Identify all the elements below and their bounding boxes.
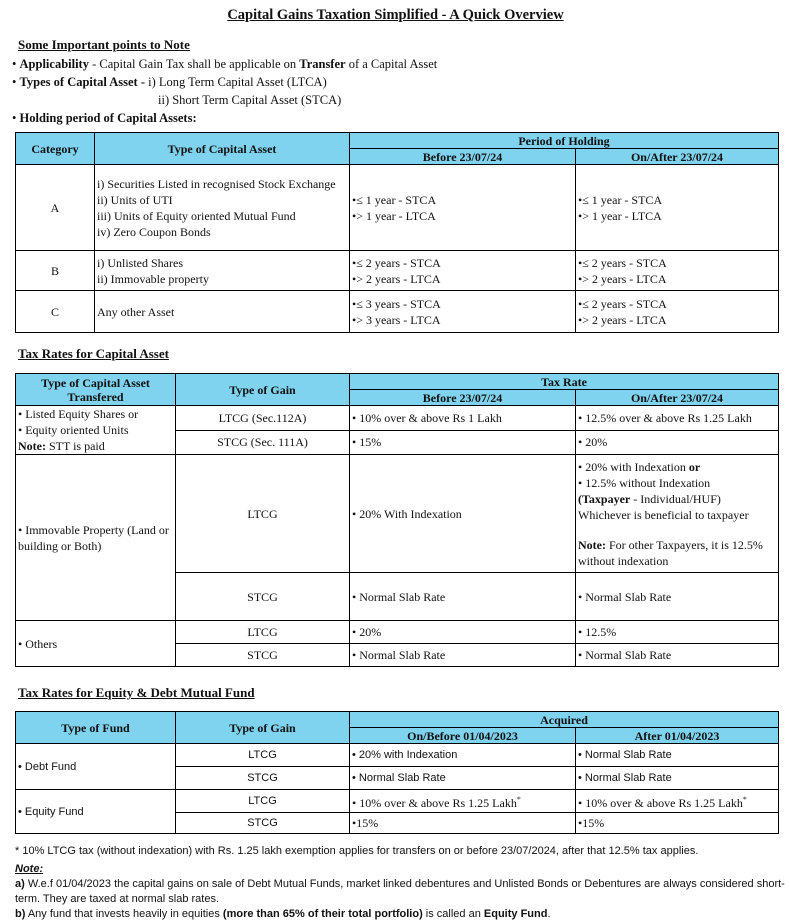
col-category: Category	[16, 133, 95, 165]
holding-line: • Holding period of Capital Assets:	[12, 111, 197, 125]
applicability-line: • Applicability - Capital Gain Tax shall be applicable on Transfer of a Capital Asset	[12, 57, 438, 71]
types-line-2: ii) Short Term Capital Asset (STCA)	[158, 93, 342, 107]
types-line: • Types of Capital Asset - i) Long Term Capital Asset (LTCA)	[12, 75, 327, 89]
col-tax-rate: Tax Rate	[350, 374, 779, 390]
table-row: STCG • Normal Slab Rate • Normal Slab Rate	[16, 644, 779, 667]
table-row: STCG •15% •15%	[16, 813, 779, 834]
property-ltcg-after: • 20% with Indexation or • 12.5% without Indexation (Taxpayer - Individual/HUF) Whichever is beneficial to taxpayer Note: For other Taxpayers, it is 12.5% without indexation	[576, 455, 779, 573]
table-row: • Immovable Property (Land or building or Both) LTCG • 20% With Indexation • 20% with Indexation or • 12.5% without Indexation (Taxpayer - Individual/HUF) Whichever is beneficial to taxpayer Note: For other Taxpayers, it is 12.5% without indexation	[16, 455, 779, 573]
table-row: • Debt Fund LTCG • 20% with Indexation • Normal Slab Rate	[16, 744, 779, 767]
note-b: b) Any fund that invests heavily in equities (more than 65% of their total portfolio) is called an Equity Fund.	[15, 908, 551, 920]
col-before: Before 23/07/24	[350, 149, 576, 165]
mutual-fund-table: Type of Fund Type of Gain Acquired On/Before 01/04/2023 After 01/04/2023 • Debt Fund LTCG • 20% with Indexation • Normal Slab Rate STCG • Normal Slab Rate • Normal Slab Rate • Equity Fund LTCG • 10% over & above Rs 1.25 Lakh* • 10% over & above Rs 1.25 Lakh* STCG •15% •15%	[15, 711, 779, 834]
table-row: • Equity Fund LTCG • 10% over & above Rs 1.25 Lakh* • 10% over & above Rs 1.25 Lakh*	[16, 790, 779, 813]
col-asset-type: Type of Capital Asset	[95, 133, 350, 165]
table-row: • Others LTCG • 20% • 12.5%	[16, 621, 779, 644]
tax-rates-table: Type of Capital Asset Transfered Type of Gain Tax Rate Before 23/07/24 On/After 23/07/24 • Listed Equity Shares or • Equity oriented Units Note: STT is paid LTCG (Sec.112A) • 10% over & above Rs 1 Lakh • 12.5% over & above Rs 1.25 Lakh STCG (Sec. 111A) • 15% • 20% • Immovable Property (Land or building or Both) LTCG • 20% With Indexation • 20% with Indexation or • 12.5% without Indexation (Taxpayer - Individual/HUF) Whichever is beneficial to taxpayer Note: For other Taxpayers, it is 12.5% without indexation STCG • Normal Slab Rate • Normal Slab Rate • Others LTCG • 20% • 12.5% STCG • Normal Slab Rate • Normal Slab Rate	[15, 373, 779, 667]
tax-rates-heading: Tax Rates for Capital Asset	[18, 346, 169, 361]
asset-list: i) Securities Listed in recognised Stock Exchange ii) Units of UTI iii) Units of Equity oriented Mutual Fund iv) Zero Coupon Bonds	[95, 165, 350, 251]
note-label: Note:	[15, 863, 44, 875]
equity-shares-cell: • Listed Equity Shares or • Equity oriented Units Note: STT is paid	[16, 406, 176, 455]
col-gain-type: Type of Gain	[176, 374, 350, 406]
note-a: a) W.e.f 01/04/2023 the capital gains on sale of Debt Mutual Funds, market linked debentures and Unlisted Bonds or Debentures are always considered short-term. They are taxed at normal slab rates.	[15, 878, 785, 905]
table-row: A i) Securities Listed in recognised Stock Exchange ii) Units of UTI iii) Units of Equity oriented Mutual Fund iv) Zero Coupon Bonds •≤ 1 year - STCA •> 1 year - LTCA •≤ 1 year - STCA •> 1 year - LTCA	[16, 165, 779, 251]
star-footnote: * 10% LTCG tax (without indexation) with Rs. 1.25 lakh exemption applies for transfers on or before 23/07/2024, after that 12.5% tax applies.	[15, 845, 699, 857]
table-row: STCG • Normal Slab Rate • Normal Slab Rate	[16, 573, 779, 621]
table-row: • Listed Equity Shares or • Equity oriented Units Note: STT is paid LTCG (Sec.112A) • 10% over & above Rs 1 Lakh • 12.5% over & above Rs 1.25 Lakh	[16, 406, 779, 431]
col-asset-transfered: Type of Capital Asset Transfered	[16, 374, 176, 406]
col-after: On/After 23/07/24	[576, 149, 779, 165]
important-heading: Some Important points to Note	[18, 37, 190, 52]
holding-period-table	[15, 132, 779, 333]
col-period: Period of Holding	[350, 133, 779, 149]
page-title: Capital Gains Taxation Simplified - A Quick Overview	[227, 7, 564, 23]
table-row: C Any other Asset •≤ 3 years - STCA •> 3 years - LTCA •≤ 2 years - STCA •> 2 years - LTCA	[16, 291, 779, 333]
table-row: STCG (Sec. 111A) • 15% • 20%	[16, 430, 779, 455]
table-row: B i) Unlisted Shares ii) Immovable property •≤ 2 years - STCA •> 2 years - LTCA •≤ 2 years - STCA •> 2 years - LTCA	[16, 251, 779, 291]
table-row: STCG • Normal Slab Rate • Normal Slab Rate	[16, 767, 779, 790]
mf-heading: Tax Rates for Equity & Debt Mutual Fund	[18, 685, 255, 700]
